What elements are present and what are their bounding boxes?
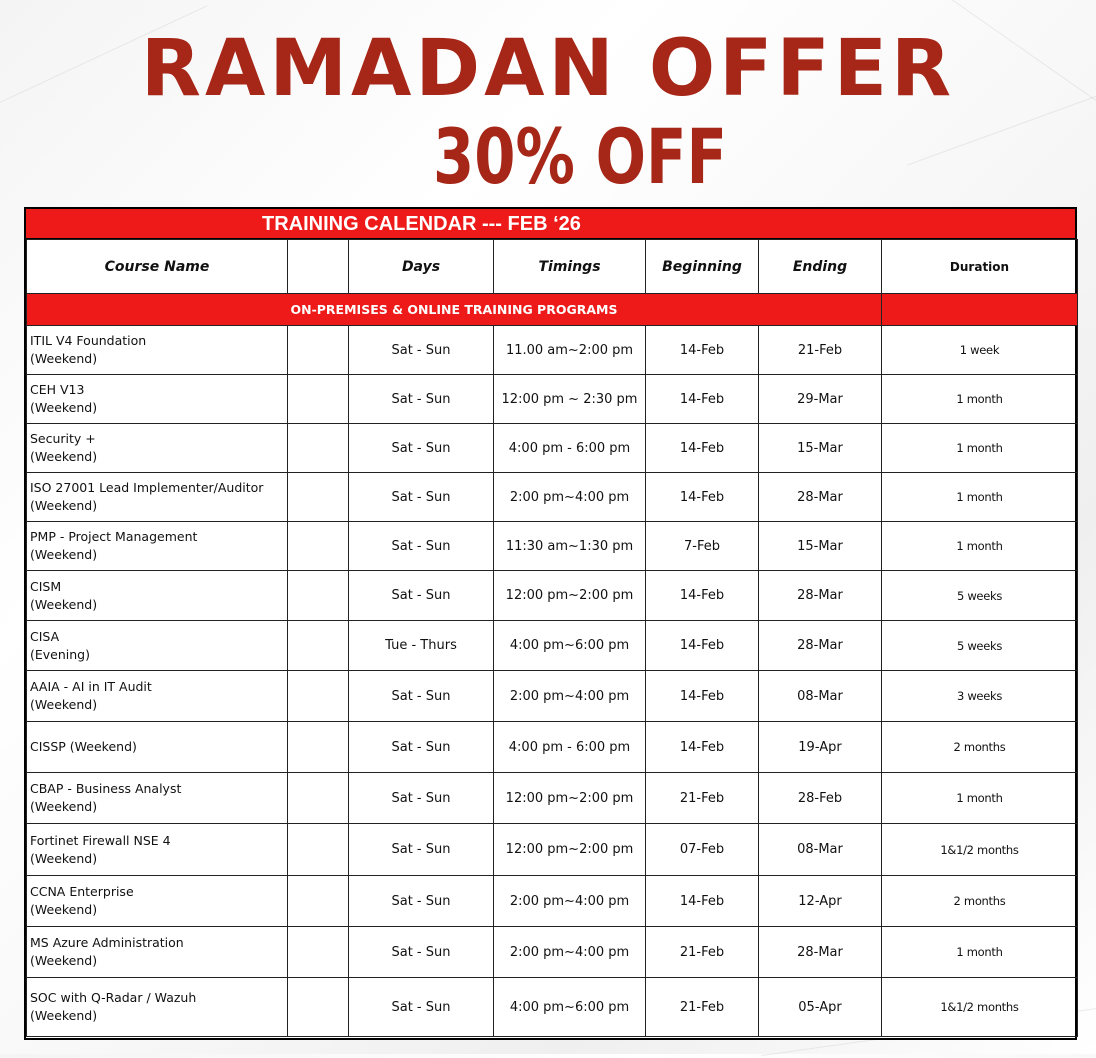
- course-mode: (Weekend): [30, 902, 98, 917]
- course-name-cell: [27, 722, 288, 773]
- course-name: ITIL V4 Foundation: [30, 333, 147, 348]
- promo-title: RAMADAN OFFER: [140, 24, 956, 114]
- ending-cell: 28-Feb: [759, 773, 882, 824]
- section-blank: [882, 294, 1078, 326]
- duration-cell: 1 month: [882, 473, 1078, 522]
- duration-cell: 1&1/2 months: [882, 824, 1078, 876]
- course-name: SOC with Q-Radar / Wazuh: [30, 990, 197, 1005]
- course-mode: (Weekend): [30, 596, 98, 612]
- table-row: [27, 473, 1078, 522]
- training-calendar: [24, 207, 1077, 1040]
- duration-cell: 1 month: [882, 522, 1078, 571]
- timings-cell: 4:00 pm - 6:00 pm: [494, 722, 646, 773]
- course-name-cell: [27, 424, 288, 473]
- ending-cell: 28-Mar: [759, 621, 882, 671]
- timings-cell: 12:00 pm ~ 2:30 pm: [494, 375, 646, 424]
- days-cell: Sat - Sun: [349, 876, 494, 927]
- course-name: CEH V13: [30, 382, 85, 397]
- days-cell: Tue - Thurs: [349, 621, 494, 671]
- days-cell: Sat - Sun: [349, 424, 494, 473]
- blank-cell: [288, 522, 349, 571]
- beginning-cell: 14-Feb: [646, 571, 759, 621]
- days-cell: Sat - Sun: [349, 326, 494, 375]
- blank-cell: [288, 671, 349, 722]
- ending-cell: 21-Feb: [759, 326, 882, 375]
- days-cell: Sat - Sun: [349, 671, 494, 722]
- table-row: [27, 876, 1078, 927]
- table-row: [27, 824, 1078, 876]
- blank-cell: [288, 375, 349, 424]
- ending-cell: 28-Mar: [759, 571, 882, 621]
- table-row: [27, 722, 1078, 773]
- timings-cell: 12:00 pm~2:00 pm: [494, 571, 646, 621]
- duration-cell: 5 weeks: [882, 571, 1078, 621]
- days-cell: Sat - Sun: [349, 473, 494, 522]
- days-cell: Sat - Sun: [349, 522, 494, 571]
- blank-cell: [288, 424, 349, 473]
- ending-cell: 08-Mar: [759, 824, 882, 876]
- course-name-cell: [27, 522, 288, 571]
- beginning-cell: 7-Feb: [646, 522, 759, 571]
- course-mode: (Weekend): [30, 1008, 98, 1023]
- course-name-cell: [27, 473, 288, 522]
- table-row: [27, 424, 1078, 473]
- blank-cell: [288, 571, 349, 621]
- timings-cell: 4:00 pm~6:00 pm: [494, 978, 646, 1037]
- course-name: ISO 27001 Lead Implementer/Auditor: [30, 480, 264, 495]
- beginning-cell: 21-Feb: [646, 773, 759, 824]
- timings-cell: 2:00 pm~4:00 pm: [494, 927, 646, 978]
- duration-cell: 1 month: [882, 424, 1078, 473]
- timings-cell: 11:30 am~1:30 pm: [494, 522, 646, 571]
- ending-cell: 15-Mar: [759, 424, 882, 473]
- timings-cell: 12:00 pm~2:00 pm: [494, 773, 646, 824]
- blank-cell: [288, 473, 349, 522]
- course-mode: (Weekend): [30, 498, 98, 513]
- course-name-cell: [27, 326, 288, 375]
- course-mode: (Weekend): [30, 799, 98, 814]
- section-label: ON-PREMISES & ONLINE TRAINING PROGRAMS: [27, 294, 882, 326]
- table-row: [27, 671, 1078, 722]
- days-cell: Sat - Sun: [349, 375, 494, 424]
- calendar-banner-main: TRAINING CALENDAR ---: [262, 213, 508, 235]
- course-name-cell: [27, 621, 288, 671]
- course-name-cell: [27, 927, 288, 978]
- course-name-cell: [27, 876, 288, 927]
- ending-cell: 08-Mar: [759, 671, 882, 722]
- course-name: PMP - Project Management: [30, 529, 198, 544]
- promo-discount: 30% OFF: [433, 112, 727, 201]
- blank-cell: [288, 773, 349, 824]
- duration-cell: 2 months: [882, 876, 1078, 927]
- timings-cell: 2:00 pm~4:00 pm: [494, 671, 646, 722]
- header-days: Days: [349, 240, 494, 294]
- duration-cell: 1 month: [882, 927, 1078, 978]
- schedule-table: [26, 239, 1078, 1037]
- table-row: [27, 375, 1078, 424]
- beginning-cell: 14-Feb: [646, 621, 759, 671]
- timings-cell: 4:00 pm~6:00 pm: [494, 621, 646, 671]
- ending-cell: 29-Mar: [759, 375, 882, 424]
- course-name-cell: [27, 978, 288, 1037]
- ending-cell: 19-Apr: [759, 722, 882, 773]
- days-cell: Sat - Sun: [349, 927, 494, 978]
- table-row: [27, 522, 1078, 571]
- timings-cell: 11.00 am~2:00 pm: [494, 326, 646, 375]
- course-name: MS Azure Administration: [30, 935, 184, 950]
- header-duration: Duration: [882, 240, 1078, 294]
- header-timings: Timings: [494, 240, 646, 294]
- beginning-cell: 14-Feb: [646, 473, 759, 522]
- calendar-banner: [26, 209, 1075, 239]
- header-row: [27, 240, 1078, 294]
- section-row: [27, 294, 1078, 326]
- course-name: CISSP (Weekend): [30, 739, 137, 754]
- ending-cell: 15-Mar: [759, 522, 882, 571]
- course-mode: (Weekend): [30, 400, 98, 415]
- days-cell: Sat - Sun: [349, 978, 494, 1037]
- blank-cell: [288, 978, 349, 1037]
- duration-cell: 3 weeks: [882, 671, 1078, 722]
- blank-cell: [288, 722, 349, 773]
- calendar-banner-month: FEB ‘26: [507, 213, 581, 235]
- blank-cell: [288, 824, 349, 876]
- duration-cell: 1 month: [882, 375, 1078, 424]
- course-name-cell: [27, 571, 288, 621]
- beginning-cell: 21-Feb: [646, 927, 759, 978]
- course-name: CCNA Enterprise: [30, 884, 134, 899]
- beginning-cell: 14-Feb: [646, 876, 759, 927]
- beginning-cell: 21-Feb: [646, 978, 759, 1037]
- course-name: CBAP - Business Analyst: [30, 781, 182, 796]
- header-blank: [288, 240, 349, 294]
- beginning-cell: 14-Feb: [646, 326, 759, 375]
- course-mode: (Weekend): [30, 953, 98, 968]
- beginning-cell: 14-Feb: [646, 722, 759, 773]
- table-row: [27, 571, 1078, 621]
- timings-cell: 4:00 pm - 6:00 pm: [494, 424, 646, 473]
- duration-cell: 2 months: [882, 722, 1078, 773]
- table-row: [27, 773, 1078, 824]
- beginning-cell: 14-Feb: [646, 375, 759, 424]
- table-row: [27, 927, 1078, 978]
- timings-cell: 2:00 pm~4:00 pm: [494, 876, 646, 927]
- blank-cell: [288, 326, 349, 375]
- duration-cell: 1 month: [882, 773, 1078, 824]
- blank-cell: [288, 621, 349, 671]
- days-cell: Sat - Sun: [349, 773, 494, 824]
- ending-cell: 28-Mar: [759, 473, 882, 522]
- course-mode: (Weekend): [30, 697, 98, 712]
- course-mode: (Weekend): [30, 449, 98, 464]
- course-mode: (Weekend): [30, 850, 98, 866]
- table-row: [27, 621, 1078, 671]
- header-ending: Ending: [759, 240, 882, 294]
- blank-cell: [288, 927, 349, 978]
- ending-cell: 12-Apr: [759, 876, 882, 927]
- duration-cell: 5 weeks: [882, 621, 1078, 671]
- course-name: CISA: [30, 628, 60, 644]
- course-name-cell: [27, 671, 288, 722]
- beginning-cell: 14-Feb: [646, 671, 759, 722]
- course-name: AAIA - AI in IT Audit: [30, 679, 152, 694]
- blank-cell: [288, 876, 349, 927]
- header-beginning: Beginning: [646, 240, 759, 294]
- days-cell: Sat - Sun: [349, 722, 494, 773]
- table-row: [27, 978, 1078, 1037]
- days-cell: Sat - Sun: [349, 571, 494, 621]
- ending-cell: 28-Mar: [759, 927, 882, 978]
- timings-cell: 2:00 pm~4:00 pm: [494, 473, 646, 522]
- course-name: CISM: [30, 578, 62, 594]
- calendar-banner-title: [262, 211, 581, 237]
- course-name: Fortinet Firewall NSE 4: [30, 832, 171, 848]
- header-course-name: Course Name: [27, 240, 288, 294]
- duration-cell: 1&1/2 months: [882, 978, 1078, 1037]
- course-mode: (Weekend): [30, 547, 98, 562]
- duration-cell: 1 week: [882, 326, 1078, 375]
- ending-cell: 05-Apr: [759, 978, 882, 1037]
- course-name-cell: [27, 773, 288, 824]
- course-mode: (Weekend): [30, 351, 98, 366]
- beginning-cell: 07-Feb: [646, 824, 759, 876]
- course-mode: (Evening): [30, 646, 90, 662]
- course-name-cell: [27, 824, 288, 876]
- days-cell: Sat - Sun: [349, 824, 494, 876]
- course-name-cell: [27, 375, 288, 424]
- beginning-cell: 14-Feb: [646, 424, 759, 473]
- course-name: Security +: [30, 431, 96, 446]
- timings-cell: 12:00 pm~2:00 pm: [494, 824, 646, 876]
- table-row: [27, 326, 1078, 375]
